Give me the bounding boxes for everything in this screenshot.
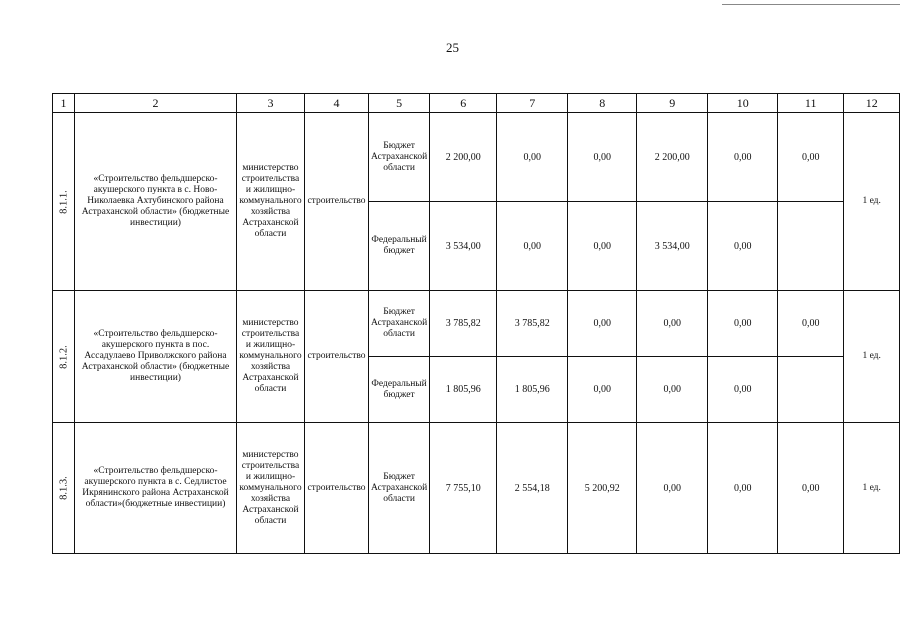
row-number: 8.1.1. <box>58 189 69 214</box>
row-number-cell <box>53 113 75 291</box>
top-rule <box>722 4 900 5</box>
work-type-cell: строительство <box>305 113 369 291</box>
amount-cell: 3 785,82 <box>430 291 497 357</box>
executor-cell: министерство строительства и жилищно-коммунального хозяйства Астраханской области <box>237 423 305 554</box>
table-row <box>53 291 900 357</box>
project-name-cell: «Строительство фельдшерско-акушерского пункта в пос. Ассадулаево Приволжского района Астраханской области» (бюджетные инвестиции) <box>75 291 237 423</box>
executor-cell: министерство строительства и жилищно-коммунального хозяйства Астраханской области <box>237 113 305 291</box>
result-cell: 1 ед. <box>844 291 900 423</box>
header-cell: 5 <box>369 94 430 113</box>
funding-source-cell: Бюджет Астраханской области <box>369 291 430 357</box>
amount-cell: 0,00 <box>568 113 637 202</box>
table-header-row <box>53 94 900 113</box>
amount-cell: 2 200,00 <box>637 113 708 202</box>
amount-cell: 0,00 <box>497 113 568 202</box>
header-cell: 4 <box>305 94 369 113</box>
amount-cell: 0,00 <box>497 202 568 291</box>
amount-cell: 0,00 <box>778 113 844 202</box>
executor-cell: министерство строительства и жилищно-коммунального хозяйства Астраханской области <box>237 291 305 423</box>
row-number: 8.1.2. <box>58 344 69 369</box>
amount-cell: 2 200,00 <box>430 113 497 202</box>
row-number: 8.1.3. <box>58 476 69 500</box>
amount-cell: 0,00 <box>708 357 778 423</box>
header-cell: 2 <box>75 94 237 113</box>
amount-cell: 0,00 <box>708 202 778 291</box>
project-name-cell: «Строительство фельдшерско-акушерского пункта в с. Ново-Николаевка Ахтубинского района Астраханской области» (бюджетные инвестиции) <box>75 113 237 291</box>
page-number: 25 <box>446 40 459 55</box>
funding-source-cell: Федеральный бюджет <box>369 357 430 423</box>
amount-cell: 3 534,00 <box>430 202 497 291</box>
project-name-cell: «Строительство фельдшерско-акушерского пункта в с. Седлистое Икрянинского района Астраханской области»(бюджетные инвестиции) <box>75 423 237 554</box>
amount-cell: 0,00 <box>637 357 708 423</box>
result-cell: 1 ед. <box>844 113 900 291</box>
row-number-cell <box>53 423 75 554</box>
amount-cell: 1 805,96 <box>430 357 497 423</box>
amount-cell: 0,00 <box>778 291 844 357</box>
amount-cell: 5 200,92 <box>568 423 637 554</box>
amount-cell: 0,00 <box>568 291 637 357</box>
funding-source-cell: Бюджет Астраханской области <box>369 113 430 202</box>
result-cell: 1 ед. <box>844 423 900 554</box>
row-number-cell <box>53 291 75 423</box>
funding-source-cell: Бюджет Астраханской области <box>369 423 430 554</box>
work-type-cell: строительство <box>305 423 369 554</box>
amount-cell: 0,00 <box>708 113 778 202</box>
header-cell: 12 <box>844 94 900 113</box>
header-cell: 11 <box>778 94 844 113</box>
header-cell: 8 <box>568 94 637 113</box>
amount-cell: 2 554,18 <box>497 423 568 554</box>
amount-cell: 0,00 <box>568 202 637 291</box>
header-cell: 3 <box>237 94 305 113</box>
amount-cell: 0,00 <box>778 423 844 554</box>
amount-cell: 0,00 <box>708 291 778 357</box>
amount-cell: 3 785,82 <box>497 291 568 357</box>
header-cell: 1 <box>53 94 75 113</box>
amount-cell: 1 805,96 <box>497 357 568 423</box>
header-cell: 6 <box>430 94 497 113</box>
header-cell: 7 <box>497 94 568 113</box>
amount-cell: 0,00 <box>568 357 637 423</box>
work-type-cell: строительство <box>305 291 369 423</box>
amount-cell <box>778 202 844 291</box>
table-row <box>53 113 900 202</box>
header-cell: 9 <box>637 94 708 113</box>
amount-cell: 0,00 <box>637 423 708 554</box>
amount-cell: 0,00 <box>637 291 708 357</box>
header-cell: 10 <box>708 94 778 113</box>
table-row <box>53 423 900 554</box>
amount-cell <box>778 357 844 423</box>
funding-source-cell: Федеральный бюджет <box>369 202 430 291</box>
amount-cell: 3 534,00 <box>637 202 708 291</box>
amount-cell: 0,00 <box>708 423 778 554</box>
amount-cell: 7 755,10 <box>430 423 497 554</box>
program-table <box>52 93 900 554</box>
